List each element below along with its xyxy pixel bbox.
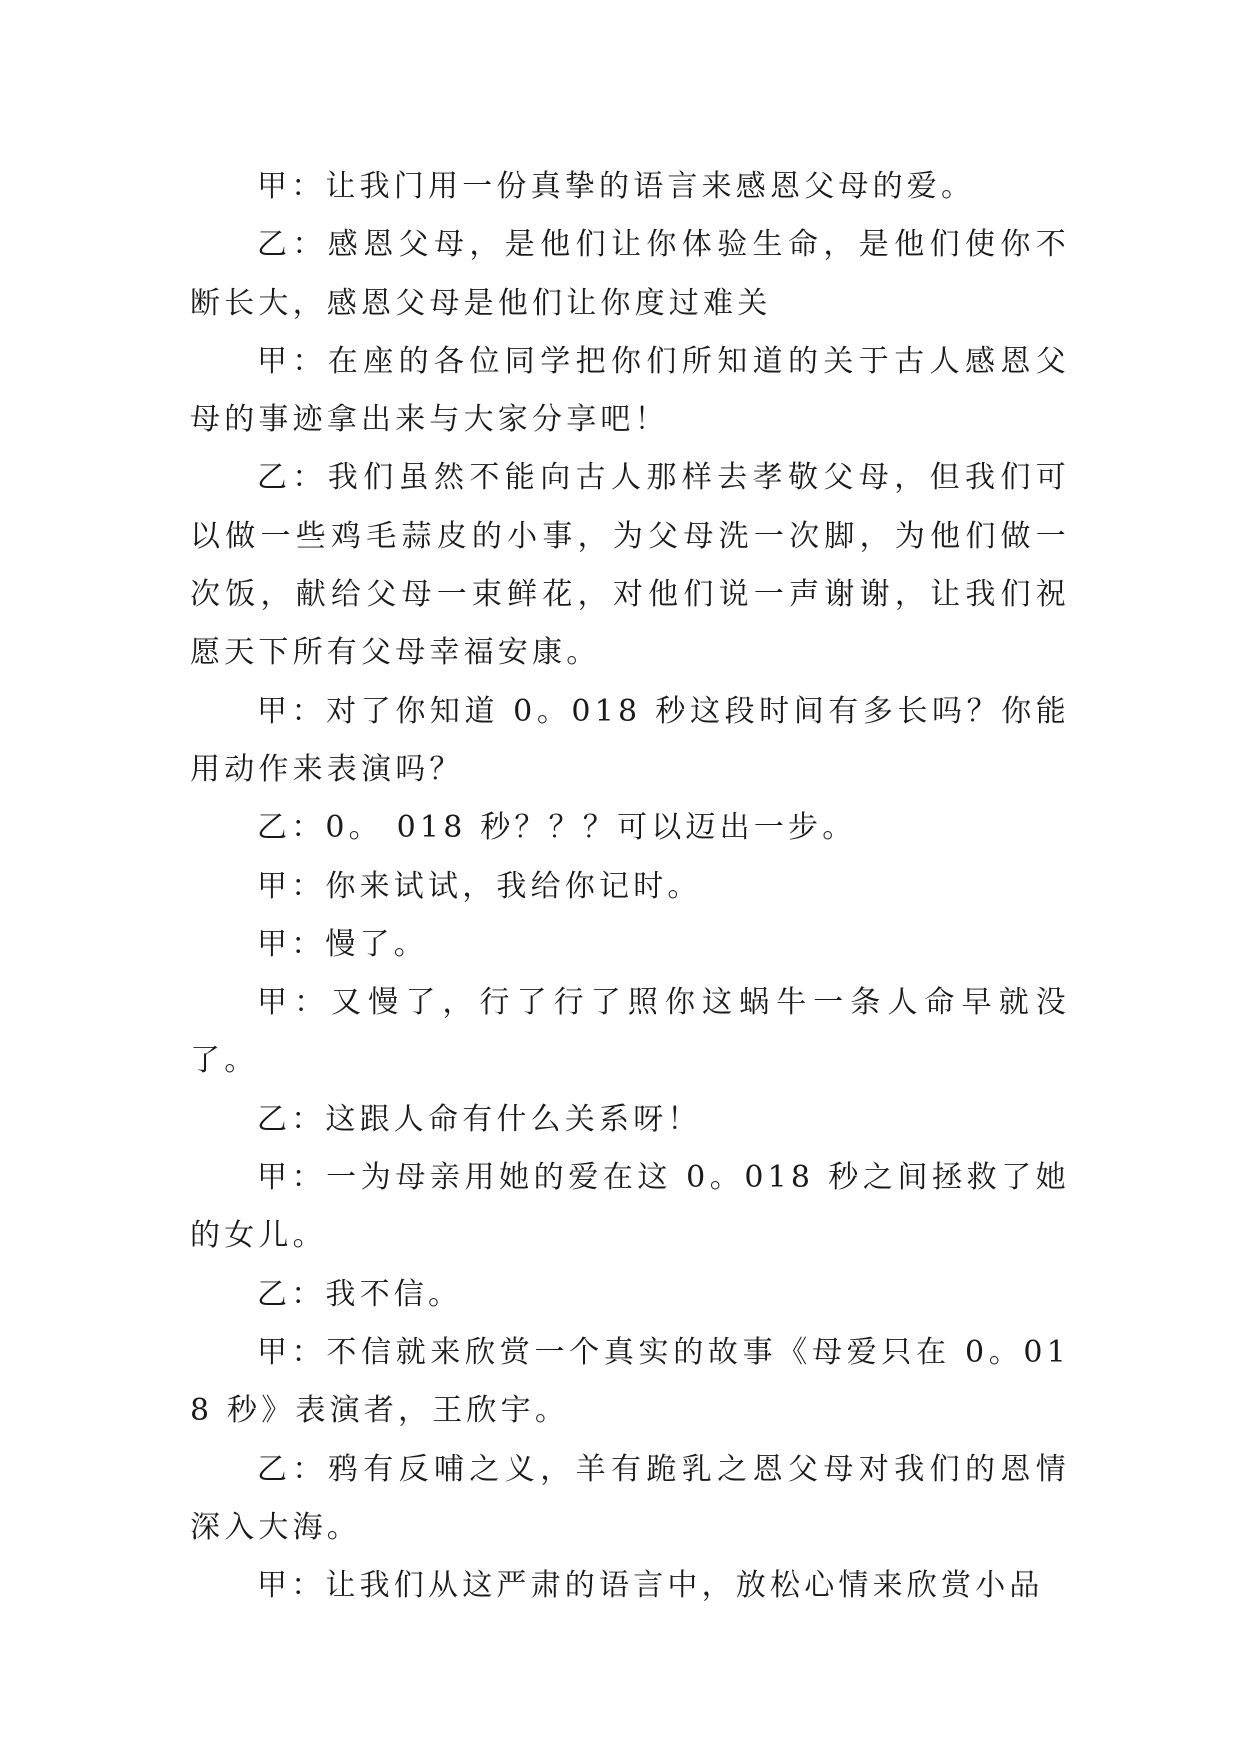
dialogue-paragraph-13: 甲：不信就来欣赏一个真实的故事《母爱只在 0。018 秒》表演者，王欣宇。	[190, 1334, 1070, 1429]
dialogue-paragraph-11: 甲：一为母亲用她的爱在这 0。018 秒之间拯救了她的女儿。	[190, 1160, 1070, 1254]
document-body	[190, 158, 1070, 1615]
dialogue-paragraph-2: 乙：感恩父母，是他们让你体验生命，是他们使你不断长大，感恩父母是他们让你度过难关	[190, 227, 1070, 321]
dialogue-paragraph-5: 甲：对了你知道 0。018 秒这段时间有多长吗？你能用动作来表演吗？	[190, 693, 1070, 787]
dialogue-paragraph-9: 甲：又慢了，行了行了照你这蜗牛一条人命早就没了。	[190, 985, 1070, 1079]
dialogue-paragraph-12: 乙：我不信。	[257, 1276, 463, 1312]
dialogue-paragraph-7: 甲：你来试试，我给你记时。	[257, 868, 702, 904]
dialogue-paragraph-4: 乙：我们虽然不能向古人那样去孝敬父母，但我们可以做一些鸡毛蒜皮的小事，为父母洗一次脚，为他们做一次饭，献给父母一束鲜花，对他们说一声谢谢，让我们祝愿天下所有父母幸福安康。	[190, 460, 1070, 671]
dialogue-paragraph-1: 甲：让我门用一份真挚的语言来感恩父母的爱。	[257, 169, 976, 204]
dialogue-paragraph-15: 甲：让我们从这严肃的语言中，放松心情来欣赏小品	[257, 1568, 1044, 1604]
dialogue-paragraph-3: 甲：在座的各位同学把你们所知道的关于古人感恩父母的事迹拿出来与大家分享吧！	[190, 343, 1070, 438]
dialogue-paragraph-6: 乙：0。 018 秒？？？可以迈出一步。	[257, 810, 857, 846]
dialogue-paragraph-14: 乙：鸦有反哺之义，羊有跪乳之恩父母对我们的恩情深入大海。	[190, 1451, 1070, 1545]
dialogue-paragraph-8: 甲：慢了。	[257, 926, 428, 962]
dialogue-paragraph-10: 乙：这跟人命有什么关系呀！	[257, 1101, 702, 1137]
